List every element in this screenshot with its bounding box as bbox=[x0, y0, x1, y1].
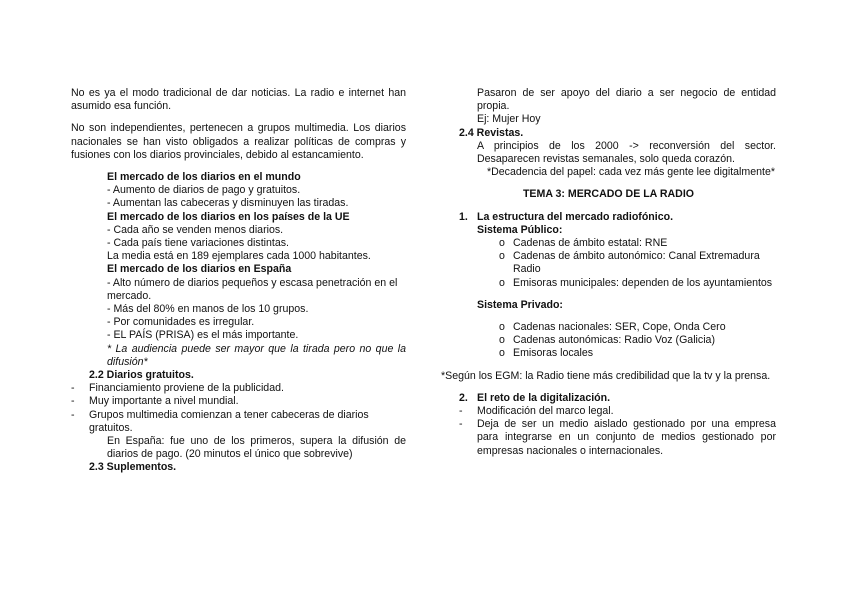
s22-item: - Financiamiento proviene de la publicidad. bbox=[71, 382, 284, 395]
ue-heading: El mercado de los diarios en los países de la UE bbox=[107, 210, 350, 223]
dash-marker: - bbox=[459, 418, 463, 431]
publico-heading: Sistema Público: bbox=[477, 223, 563, 236]
intro-paragraph: No es ya el modo tradicional de dar noticias. La radio e internet han asumido esa función. bbox=[71, 87, 406, 113]
mundo-section bbox=[107, 171, 406, 369]
tema-title: TEMA 3: MERCADO DE LA RADIO bbox=[522, 188, 695, 201]
s22-extra: En España: fue uno de los primeros, supera la difusión de diarios de pago. (20 minutos el único que sobrevive) bbox=[107, 435, 406, 461]
espana-item: - EL PAÍS (PRISA) es el más importante. bbox=[107, 329, 299, 342]
dash-marker: - bbox=[71, 382, 75, 395]
bullet-o: o bbox=[499, 250, 505, 263]
egm-note: *Según los EGM: la Radio tiene más credibilidad que la tv y la prensa. bbox=[441, 369, 771, 382]
item2-entry: - Deja de ser un medio aislado gestionado por una empresa para integrarse en un conjunto de medios gestionado por empresas nacionales o internacionales. bbox=[459, 418, 776, 457]
privado-heading: Sistema Privado: bbox=[477, 298, 563, 311]
s24-note: *Decadencia del papel: cada vez más gente lee digitalmente* bbox=[487, 166, 775, 179]
dash-marker: - bbox=[71, 395, 75, 408]
audiencia-note: * La audiencia puede ser mayor que la tirada pero no que la difusión* bbox=[107, 342, 406, 368]
privado-item: o Emisoras locales bbox=[495, 347, 776, 360]
publico-list bbox=[495, 237, 776, 290]
mundo-item: - Aumentan las cabeceras y disminuyen las tiradas. bbox=[107, 197, 349, 210]
item2-entry: - Modificación del marco legal. bbox=[459, 405, 614, 418]
bullet-o: o bbox=[499, 321, 505, 334]
bullet-o: o bbox=[499, 347, 505, 360]
espana-item: - Más del 80% en manos de los 10 grupos. bbox=[107, 303, 309, 316]
ue-item: - Cada año se venden menos diarios. bbox=[107, 223, 284, 236]
mundo-heading: El mercado de los diarios en el mundo bbox=[107, 171, 301, 184]
bullet-o: o bbox=[499, 334, 505, 347]
dash-marker: - bbox=[71, 408, 75, 421]
espana-item: - Alto número de diarios pequeños y escasa penetración en el mercado. bbox=[107, 276, 398, 302]
publico-item: o Emisoras municipales: dependen de los ayuntamientos bbox=[495, 277, 776, 290]
privado-item: o Cadenas autonómicas: Radio Voz (Galicia) bbox=[495, 334, 776, 347]
publico-item: o Cadenas de ámbito estatal: RNE bbox=[495, 237, 776, 250]
suplementos-example: Ej: Mujer Hoy bbox=[477, 113, 541, 126]
mundo-item: - Aumento de diarios de pago y gratuitos. bbox=[107, 184, 301, 197]
suplementos-text: Pasaron de ser apoyo del diario a ser negocio de entidad propia. bbox=[477, 87, 776, 113]
bullet-o: o bbox=[499, 237, 505, 250]
item2-heading: 2. El reto de la digitalización. bbox=[459, 391, 611, 404]
left-column bbox=[71, 87, 406, 475]
s22-item: - Muy importante a nivel mundial. bbox=[71, 395, 239, 408]
publico-item: o Cadenas de ámbito autonómico: Canal Extremadura Radio bbox=[495, 250, 776, 276]
s24-heading: 2.4 Revistas. bbox=[459, 126, 524, 139]
s22-heading: 2.2 Diarios gratuitos. bbox=[89, 369, 194, 382]
espana-heading: El mercado de los diarios en España bbox=[107, 263, 292, 276]
dash-marker: - bbox=[459, 405, 463, 418]
espana-item: - Por comunidades es irregular. bbox=[107, 316, 255, 329]
ue-item: La media está en 189 ejemplares cada 1000 habitantes. bbox=[107, 250, 371, 263]
groups-paragraph: No son independientes, pertenecen a grupos multimedia. Los diarios nacionales se han visto obligados a realizar políticas de compras y fusiones con los diarios provinciales, debido al estancamiento. bbox=[71, 122, 406, 161]
ue-item: - Cada país tiene variaciones distintas. bbox=[107, 237, 289, 250]
item1-heading: 1. La estructura del mercado radiofónico. bbox=[459, 210, 674, 223]
item2-list bbox=[459, 405, 776, 458]
s22-item: - Grupos multimedia comienzan a tener cabeceras de diarios gratuitos. bbox=[71, 408, 369, 434]
s24-text: A principios de los 2000 -> reconversión del sector. Desaparecen revistas semanales, solo queda corazón. bbox=[477, 139, 776, 166]
privado-item: o Cadenas nacionales: SER, Cope, Onda Cero bbox=[495, 321, 776, 334]
s23-heading: 2.3 Suplementos. bbox=[89, 461, 177, 474]
privado-list bbox=[495, 321, 776, 361]
bullet-o: o bbox=[499, 276, 505, 289]
right-column bbox=[441, 87, 776, 458]
